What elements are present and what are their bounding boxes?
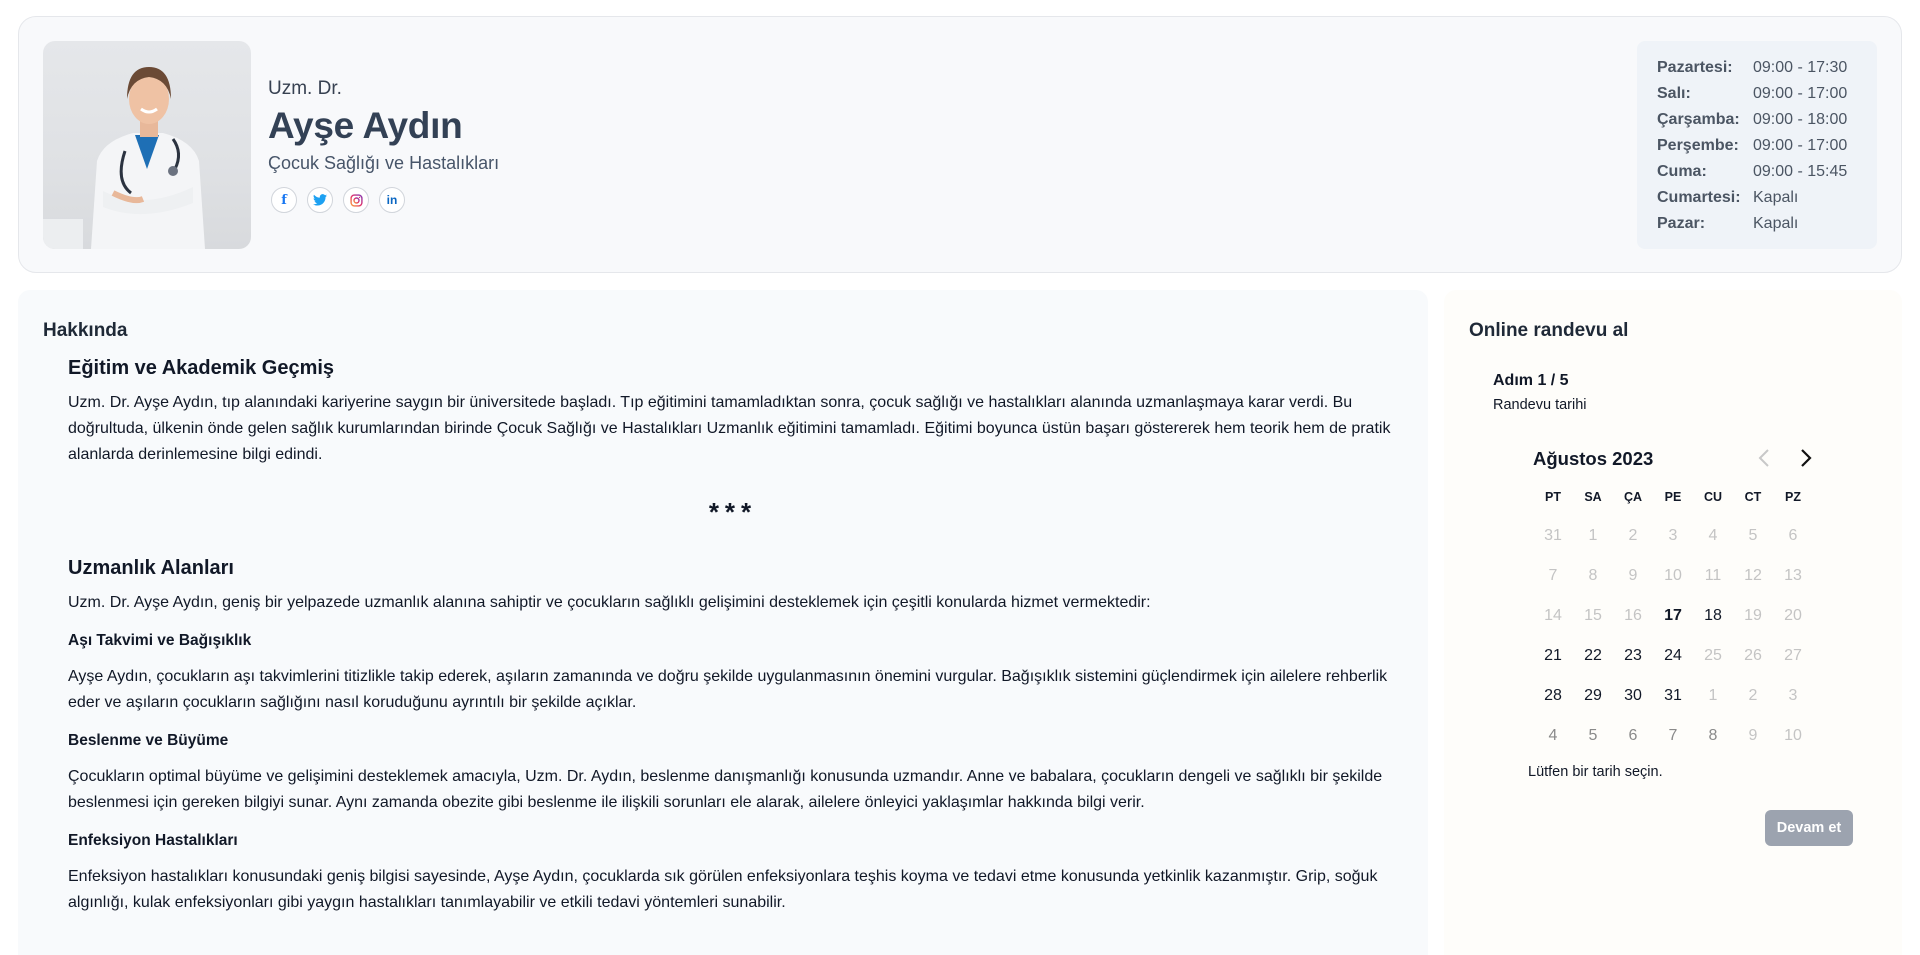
hours-day: Pazar: <box>1657 215 1706 232</box>
facebook-link[interactable] <box>271 187 297 213</box>
booking-step <box>1493 370 1587 415</box>
weekday-label: PE <box>1664 490 1682 504</box>
chevron-left-icon <box>1758 448 1770 468</box>
calendar-day: 2 <box>1628 527 1638 544</box>
hours-day: Cuma: <box>1657 163 1707 180</box>
twitter-link[interactable] <box>307 187 333 213</box>
linkedin-icon: in <box>386 193 398 207</box>
calendar-day[interactable]: 31 <box>1664 687 1682 704</box>
calendar-day: 3 <box>1668 527 1678 544</box>
weekday-label: ÇA <box>1623 490 1643 504</box>
calendar-hint: Lütfen bir tarih seçin. <box>1528 764 1663 780</box>
calendar-day: 14 <box>1544 607 1562 624</box>
hours-row <box>1657 81 1877 107</box>
doctor-title: Uzm. Dr. <box>268 78 342 99</box>
hours-row <box>1657 107 1877 133</box>
calendar-day: 8 <box>1588 567 1598 584</box>
weekday-label: SA <box>1584 490 1602 504</box>
instagram-link[interactable] <box>343 187 369 213</box>
calendar-day: 13 <box>1784 567 1802 584</box>
hours-day: Cumartesi: <box>1657 189 1741 206</box>
hours-row <box>1657 159 1877 185</box>
calendar-day[interactable]: 18 <box>1704 607 1722 624</box>
calendar-day: 2 <box>1748 687 1758 704</box>
hours-day: Perşembe: <box>1657 137 1739 154</box>
about-heading: Hakkında <box>43 320 128 341</box>
expertise-item-title: Enfeksiyon Hastalıkları <box>68 832 238 849</box>
linkedin-link[interactable] <box>379 187 405 213</box>
calendar-day: 15 <box>1584 607 1602 624</box>
doctor-specialty: Çocuk Sağlığı ve Hastalıkları <box>268 153 500 173</box>
calendar-day: 7 <box>1548 567 1558 584</box>
doctor-header-card <box>18 16 1902 273</box>
expertise-item-title: Aşı Takvimi ve Bağışıklık <box>68 632 252 649</box>
section-separator: *** <box>708 497 758 527</box>
calendar-day-today[interactable]: 17 <box>1664 607 1682 624</box>
hours-time: 09:00 - 17:30 <box>1753 59 1848 76</box>
calendar-day: 19 <box>1744 607 1762 624</box>
hours-time: 09:00 - 17:00 <box>1753 137 1848 154</box>
facebook-icon: f <box>281 192 287 208</box>
calendar-day: 10 <box>1664 567 1682 584</box>
weekday-label: CT <box>1744 490 1762 504</box>
doctor-name: Ayşe Aydın <box>268 105 463 146</box>
calendar-day: 1 <box>1588 527 1598 544</box>
calendar-day: 31 <box>1544 527 1562 544</box>
hours-row <box>1657 185 1877 211</box>
education-text: Uzm. Dr. Ayşe Aydın, tıp alanındaki kariyerine saygın bir üniversitede başladı. Tıp eğitimini tamamladıktan sonra, çocuk sağlığı ve hastalıkları alanında uzmanlaşmaya karar verdi. Bu doğrultuda, ülkenin önde gelen sağlık kurumlarından birinde Çocuk Sağlığı ve Hastalıkları Uzmanlık eğitimini tamamladı. Eğitimi boyunca üstün başarı göstererek hem teorik hem de pratik alanlarda derinlemesine bilgi edindi. <box>68 394 1391 463</box>
calendar-grid <box>1533 478 1813 756</box>
working-hours <box>1637 41 1877 249</box>
doctor-photo <box>43 41 251 249</box>
social-links <box>271 187 499 213</box>
instagram-icon <box>350 194 363 207</box>
calendar-day: 1 <box>1708 687 1718 704</box>
calendar-day: 6 <box>1628 727 1638 744</box>
expertise-intro: Uzm. Dr. Ayşe Aydın, geniş bir yelpazede uzmanlık alanına sahiptir ve çocukların sağlıklı gelişimini desteklemek için çeşitli konularda hizmet vermektedir: <box>68 594 1151 611</box>
hours-time: Kapalı <box>1753 189 1799 206</box>
about-panel <box>18 290 1428 955</box>
calendar-day: 20 <box>1784 607 1802 624</box>
expertise-item-text: Çocukların optimal büyüme ve gelişimini desteklemek amacıyla, Uzm. Dr. Aydın, beslenme danışmanlığı konusunda uzmandır. Anne ve babalara, çocukların dengeli ve sağlıklı bir şekilde beslenmesi için gereken bilgiyi sunar. Aynı zamanda obezite gibi beslenme ile ilişkili sorunları ele alarak, ailelere önleyici yaklaşımlar hakkında bilgi verir. <box>68 768 1383 811</box>
calendar-day[interactable]: 30 <box>1624 687 1642 704</box>
booking-panel <box>1444 290 1902 955</box>
calendar-day[interactable]: 29 <box>1584 687 1602 704</box>
continue-button[interactable]: Devam et <box>1765 810 1853 846</box>
hours-time: 09:00 - 17:00 <box>1753 85 1848 102</box>
calendar-day: 27 <box>1784 647 1802 664</box>
hours-row <box>1657 133 1877 159</box>
calendar-day[interactable]: 28 <box>1544 687 1562 704</box>
hours-day: Pazartesi: <box>1657 59 1733 76</box>
calendar-day: 9 <box>1628 567 1638 584</box>
expertise-title: Uzmanlık Alanları <box>68 557 234 579</box>
about-body <box>68 354 1398 916</box>
calendar-day: 4 <box>1708 527 1718 544</box>
expertise-item-text: Ayşe Aydın, çocukların aşı takvimlerini titizlikle takip ederek, aşıların zamanında ve doğru şekilde uygulanmasının önemini vurgular. Bağışıklık sistemini güçlendirmek için ailelere rehberlik eder ve aşıların çocukların sağlığını nasıl koruduğunu ayrıntılı bir şekilde açıklar. <box>68 668 1388 711</box>
calendar-day: 9 <box>1748 727 1758 744</box>
hours-time: 09:00 - 15:45 <box>1753 163 1848 180</box>
weekday-label: PT <box>1545 490 1561 504</box>
calendar-day: 11 <box>1704 567 1722 584</box>
calendar-month-label: Ağustos 2023 <box>1533 448 1654 469</box>
calendar-day: 12 <box>1744 567 1762 584</box>
calendar-header <box>1533 440 1813 476</box>
calendar-day[interactable]: 21 <box>1544 647 1562 664</box>
booking-title: Online randevu al <box>1469 320 1629 341</box>
chevron-right-icon <box>1800 448 1812 468</box>
calendar-day: 6 <box>1788 527 1798 544</box>
calendar-day: 5 <box>1748 527 1758 544</box>
education-title: Eğitim ve Akademik Geçmiş <box>68 357 335 379</box>
calendar-day: 10 <box>1784 727 1802 744</box>
calendar-day[interactable]: 23 <box>1624 647 1642 664</box>
doctor-portrait-icon <box>43 41 251 249</box>
hours-day: Salı: <box>1657 85 1691 102</box>
step-description: Randevu tarihi <box>1493 397 1587 413</box>
calendar-day: 7 <box>1668 727 1678 744</box>
calendar-day[interactable]: 24 <box>1664 647 1682 664</box>
calendar-day: 16 <box>1624 607 1642 624</box>
weekday-label: PZ <box>1785 490 1801 504</box>
hours-time: 09:00 - 18:00 <box>1753 111 1848 128</box>
calendar-day: 8 <box>1708 727 1718 744</box>
calendar-day: 26 <box>1744 647 1762 664</box>
hours-time: Kapalı <box>1753 215 1799 232</box>
calendar-day: 3 <box>1788 687 1798 704</box>
calendar-day: 25 <box>1704 647 1722 664</box>
step-indicator: Adım 1 / 5 <box>1493 372 1569 389</box>
expertise-item-text: Enfeksiyon hastalıkları konusundaki geniş bilgisi sayesinde, Ayşe Aydın, çocuklarda sık görülen enfeksiyonlara teşhis koyma ve tedavi etme konusunda yetkinlik kazanmıştır. Grip, soğuk algınlığı, kulak enfeksiyonları gibi yaygın hastalıkları tanımlayabilir ve etkili tedavi yöntemleri sunabilir. <box>68 868 1378 911</box>
calendar-day: 5 <box>1588 727 1598 744</box>
calendar-day: 4 <box>1548 727 1558 744</box>
prev-month-button[interactable] <box>1752 444 1776 472</box>
calendar-day[interactable]: 22 <box>1584 647 1602 664</box>
weekday-label: CU <box>1703 490 1723 504</box>
twitter-icon <box>313 194 327 206</box>
expertise-item-title: Beslenme ve Büyüme <box>68 732 229 749</box>
hours-row <box>1657 211 1877 237</box>
doctor-identity <box>268 77 499 213</box>
hours-row <box>1657 55 1877 81</box>
date-picker <box>1528 440 1813 780</box>
hours-day: Çarşamba: <box>1657 111 1740 128</box>
next-month-button[interactable] <box>1794 444 1818 472</box>
